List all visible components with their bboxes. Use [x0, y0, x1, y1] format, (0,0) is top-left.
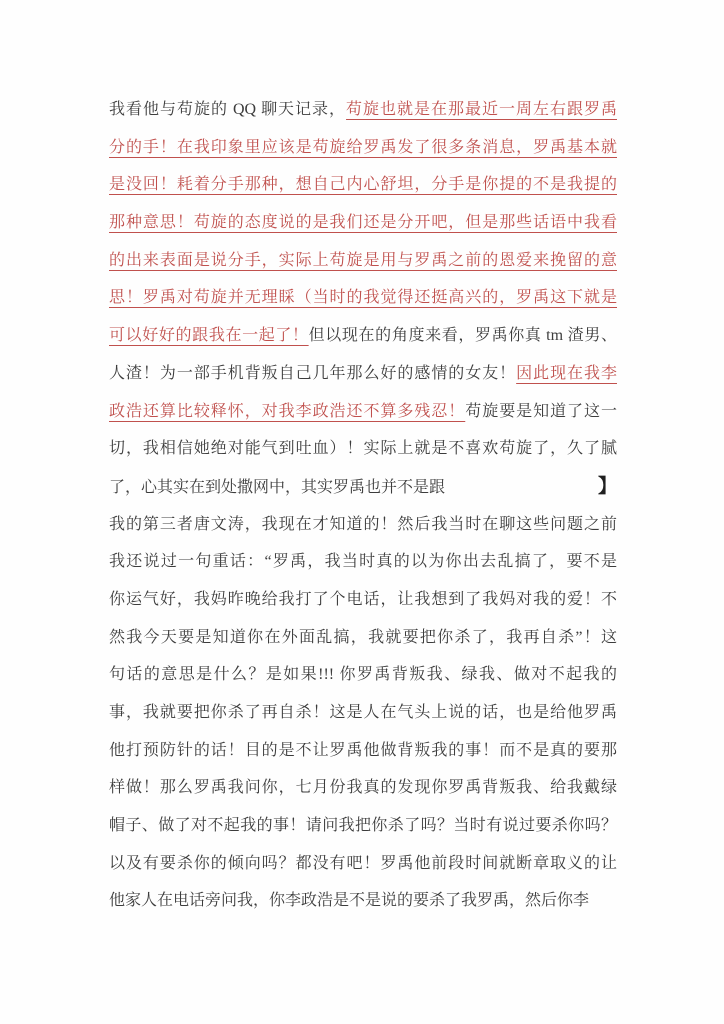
text-segment-red: 苟旋也就是在那最近一周左右跟罗禹: [346, 101, 617, 118]
text-segment-black: 事，我就要把你杀了再自杀！这是人在气头上说的话，也是给他罗禹: [109, 704, 617, 721]
text-segment-black: 了，心其实在到处撒网中，其实罗禹也并不是跟: [109, 478, 446, 496]
text-line: [109, 845, 617, 883]
text-segment-red: 分的手！在我印象里应该是苟旋给罗禹发了很多条消息，罗禹基本就: [109, 138, 617, 156]
text-line: [109, 694, 617, 732]
text-segment-black: 样做！那么罗禹我问你，七月份我真的发现你罗禹背叛我、给我戴绿: [109, 779, 617, 797]
text-line: [109, 468, 617, 506]
text-line: [109, 807, 617, 845]
text-line: [109, 506, 617, 544]
text-line: [109, 619, 617, 657]
text-segment-black: 你运气好，我妈昨晚给我打了个电话，让我想到了我妈对我的爱！不: [109, 590, 617, 608]
text-segment-red: 政浩还算比较释怀，对我李政浩还不算多残忍！: [109, 402, 466, 420]
censored-end-bracket: 】: [597, 475, 617, 497]
text-line: [109, 543, 617, 581]
text-line: [109, 166, 617, 204]
text-line: [109, 355, 617, 393]
text-segment-red: 因此现在我李: [516, 364, 617, 382]
text-line: [109, 430, 617, 468]
text-line: [109, 279, 617, 317]
text-line: [109, 129, 617, 167]
text-segment-black: 苟旋要是知道了这一: [465, 402, 617, 420]
text-segment-red: 是没回！耗着分手那种，想自己内心舒坦，分手是你提的不是我提的: [109, 176, 617, 194]
text-segment-red: 那种意思！苟旋的态度说的是我们还是分开吧，但是那些话语中我看: [109, 214, 617, 232]
text-line: [109, 242, 617, 280]
text-segment-black: 但以现在的角度来看，罗禹你真 tm 渣男、: [308, 327, 617, 345]
text-segment-black: 他打预防针的话！目的是不让罗禹他做背叛我的事！而不是真的要那: [109, 741, 617, 759]
text-segment-black: 我还说过一句重话：“罗禹，我当时真的以为你出去乱搞了，要不是: [109, 553, 617, 571]
text-segment-black: 他家人在电话旁问我，你李政浩是不是说的要杀了我罗禹，然后你李: [109, 892, 590, 910]
text-segment-black: 然我今天要是知道你在外面乱搞，我就要把你杀了，我再自杀”！这: [109, 628, 617, 646]
text-segment-black: 帽子、做了对不起我的事！请问我把你杀了吗？当时有说过要杀你吗？: [109, 817, 617, 835]
text-line: [109, 769, 617, 807]
text-line: [109, 882, 617, 920]
text-segment-red: 思！罗禹对苟旋并无理睬（当时的我觉得还挺高兴的，罗禹这下就是: [109, 289, 617, 307]
text-segment-red: 的出来表面是说分手，实际上苟旋是用与罗禹之前的恩爱来挽留的意: [109, 251, 617, 269]
text-line: [109, 91, 617, 129]
text-segment-black: 句话的意思是什么？是如果!!! 你罗禹背叛我、绿我、做对不起我的: [109, 666, 617, 684]
text-segment-black: 以及有要杀你的倾向吗？都没有吧！罗禹他前段时间就断章取义的让: [109, 854, 617, 872]
text-segment-black: 我看他与苟旋的 QQ 聊天记录，: [109, 101, 347, 118]
text-line: [109, 732, 617, 770]
text-segment-black: 人渣！为一部手机背叛自己几年那么好的感情的女友！: [109, 364, 517, 382]
text-line: [109, 581, 617, 619]
text-segment-red: 可以好好的跟我在一起了！: [109, 327, 309, 345]
text-line: [109, 317, 617, 355]
text-line: [109, 204, 617, 242]
paragraph-block: [109, 91, 617, 920]
text-line: [109, 656, 617, 694]
text-line: [109, 393, 617, 431]
text-segment-black: 我的第三者唐文涛，我现在才知道的！然后我当时在聊这些问题之前: [109, 515, 617, 533]
text-segment-black: 切，我相信她绝对能气到吐血）！实际上就是不喜欢苟旋了，久了腻: [109, 440, 617, 458]
